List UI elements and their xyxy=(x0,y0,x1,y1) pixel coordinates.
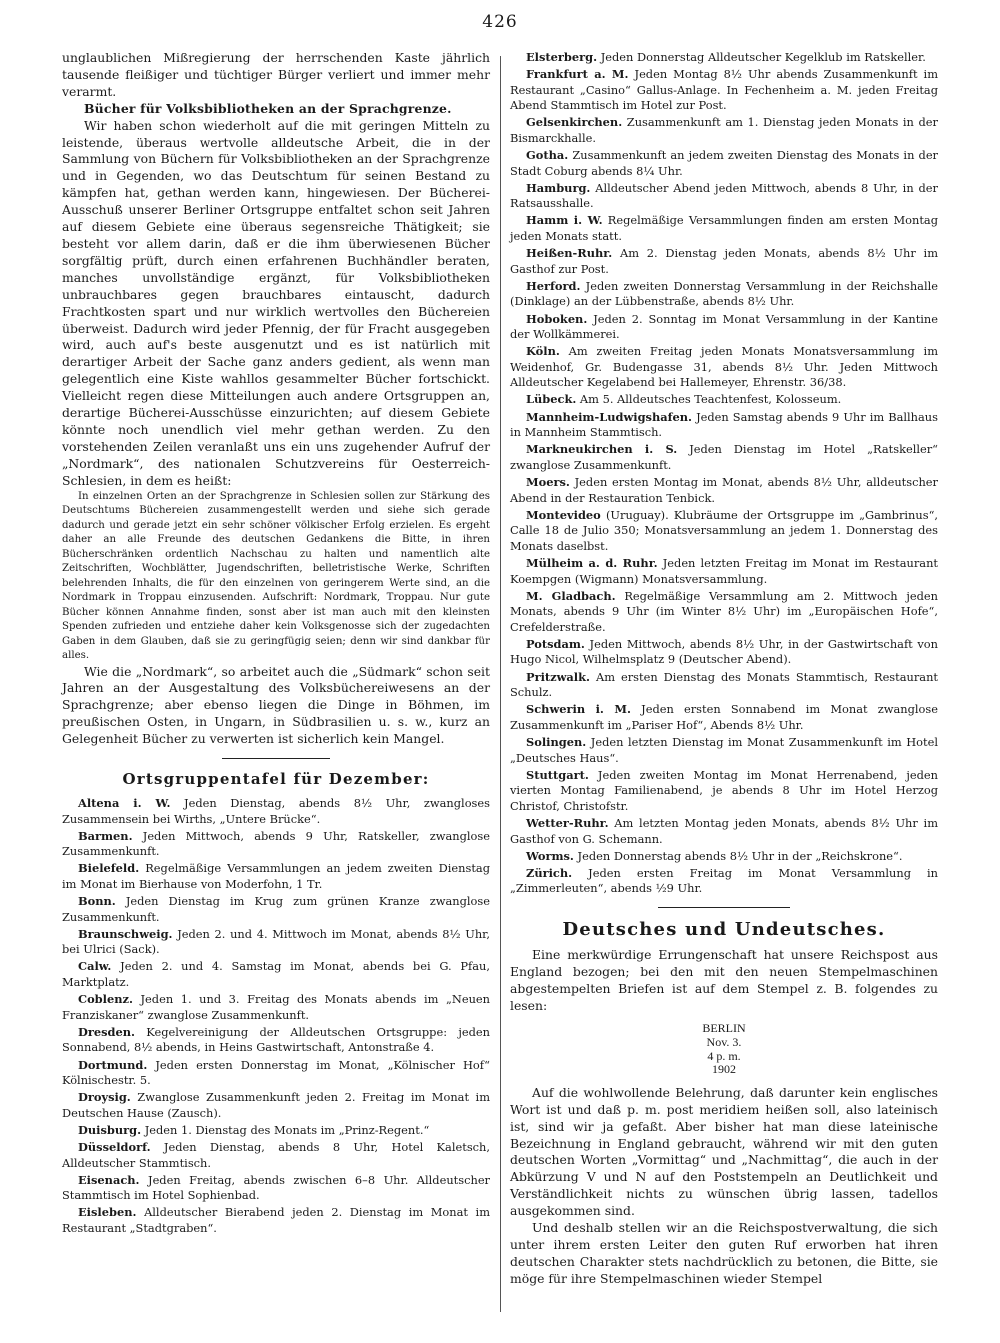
stamp-line: 1902 xyxy=(712,1062,736,1077)
group-entry xyxy=(510,556,938,587)
group-city: Pritzwalk. xyxy=(526,669,590,684)
section-heading-books: Bücher für Volksbibliotheken an der Sprachgrenze. xyxy=(84,100,452,116)
group-city: Dortmund. xyxy=(78,1057,148,1072)
group-details: Jeden Dienstag im Hotel „Ratskeller“ zwanglose Zusammenkunft. xyxy=(510,442,939,472)
group-details: Jeden 1. Dienstag des Monats im „Prinz-Regent.“ xyxy=(144,1122,430,1137)
group-city: Gelsenkirchen. xyxy=(526,115,623,130)
group-details: Jeden 2. und 4. Mittwoch im Monat, abends 8½ Uhr, bei Ulrici (Sack). xyxy=(62,926,490,957)
group-entry xyxy=(62,1058,490,1089)
group-details: Zwanglose Zusammenkunft jeden 2. Freitag im Monat im Deutschen Hause (Zausch). xyxy=(62,1090,490,1120)
group-details: Am 5. Alldeutsches Teachtenfest, Kolosseum. xyxy=(579,392,842,407)
group-entry xyxy=(510,392,938,408)
group-details: Jeden zweiten Montag im Monat Herrenabend, jeden vierten Montag Familienabend, je abends 8 Uhr im Hotel Herzog Christof, Christofstr. xyxy=(510,767,939,813)
group-entry xyxy=(510,115,938,146)
group-entry xyxy=(510,735,938,766)
group-city: Eisleben. xyxy=(78,1205,137,1220)
group-details: Jeden 1. und 3. Freitag des Monats abends im „Neuen Franziskaner“ zwanglose Zusammenkunft. xyxy=(62,992,490,1022)
group-city: Dresden. xyxy=(78,1024,135,1039)
stamp-line: Nov. 3. xyxy=(706,1035,742,1049)
group-city: Altena i. W. xyxy=(78,796,171,810)
section-title-deutsches: Deutsches und Undeutsches. xyxy=(562,918,886,940)
group-city: Stuttgart. xyxy=(526,767,589,782)
stamp-line: BERLIN xyxy=(702,1021,746,1036)
group-entry xyxy=(510,67,938,114)
group-entry xyxy=(62,1140,490,1171)
group-city: Zürich. xyxy=(526,865,573,880)
group-entry xyxy=(62,894,490,925)
group-entry xyxy=(510,246,938,277)
group-entry xyxy=(62,992,490,1023)
group-city: Mannheim-Ludwigshafen. xyxy=(526,409,693,424)
group-details: Regelmäßige Versammlungen an jedem zweiten Dienstag im Monat im Bierhause von Moderfohn, 1 Tr. xyxy=(62,861,490,891)
group-entry xyxy=(510,213,938,244)
group-entry xyxy=(62,1173,490,1204)
intro-paragraph: unglaublichen Mißregierung der herrschenden Kaste jährlich tausende fleißiger und tüchtiger Bürger verliert und immer mehr verarmt. xyxy=(62,50,490,99)
group-details: Regelmäßige Versammlung am 2. Mittwoch jeden Monats, abends 9 Uhr (im Winter 8½ Uhr) im „Europäischen Hofe“, Crefelderstraße. xyxy=(510,588,939,634)
group-entry xyxy=(510,849,938,865)
group-city: Worms. xyxy=(526,848,574,863)
group-details: Jeden ersten Donnerstag im Monat, „Kölnischer Hof“ Kölnischestr. 5. xyxy=(62,1057,490,1088)
group-entry xyxy=(510,866,938,897)
table-title: Ortsgruppentafel für Dezember: xyxy=(122,770,430,789)
article-paragraph: Wir haben schon wiederholt auf die mit geringen Mitteln zu leistende, überaus wertvolle alldeutsche Arbeit, die in der Sammlung von Büchern für Volksbibliotheken an der Sprachgrenze und in Gegenden, wo das Deutschtum für seinen Bestand zu kämpfen hat, gethan werden kann, hingewiesen. Der Bücherei-Ausschuß unserer Berliner Ortsgruppe entfaltet schon seit Jahren auf diesem Gebiete eine überaus segensreiche Thätigkeit; sie besteht vor allem darin, daß er die ihm überwiesenen Bücher sorgfältig prüft, durch einen erfahrenen Buchhändler beraten, manches unvollständige ergänzt, für Volksbibliotheken unbrauchbares gegen brauchbares eintauscht, dadurch Frachtkosten spart und nur wirklich wertvolles den Büchereien überweist. Dadurch wird jeder Pfennig, der für Fracht ausgegeben wird, auch auf's beste ausgenutzt und es ist natürlich mit derartiger Arbeit der Sache ganz anders gedient, als wenn man gelegentlich eine Kiste wahllos gesammelter Bücher fortschickt. Vielleicht regen diese Mitteilungen auch andere Ortsgruppen an, derartige Bücherei-Ausschüsse einzurichten; auf diesem Gebiete könnte noch unendlich viel mehr gethan werden. Zu den vorstehenden Zeilen veranlaßt uns ein uns zugehender Aufruf der „Nordmark“, des nationalen Schutzvereins für Oesterreich-Schlesien, in dem es heißt: xyxy=(62,117,490,488)
group-entry xyxy=(62,796,490,827)
group-details: Alldeutscher Abend jeden Mittwoch, abends 8 Uhr, in der Ratsausshalle. xyxy=(510,180,938,211)
group-details: Jeden Dienstag im Krug zum grünen Kranze zwanglose Zusammenkunft. xyxy=(62,894,490,924)
group-details: Am zweiten Freitag jeden Monats Monatsversammlung im Weidenhof, Gr. Budengasse 31, abends 8½ Uhr. Jeden Mittwoch Alldeutscher Kegelabend bei Hallemeyer, Ehrenstr. 36/38. xyxy=(510,344,938,390)
article-paragraph: Auf die wohlwollende Belehrung, daß darunter kein englisches Wort ist und daß p. m. post meridiem heißen soll, also lateinisch ist, sind wir ja gefaßt. Aber bisher hat man diese lateinische Bezeichnung in England gebraucht, während wir mit den guten deutschen Worten „Vormittag“ und „Nachmittag“, die auch in der Abkürzung V und N auf den Poststempeln an Deutlichkeit und Verständlichkeit nichts zu wünschen übrig lassen, tadellos ausgekommen sind. xyxy=(510,1084,938,1219)
group-city: Düsseldorf. xyxy=(78,1139,151,1154)
group-details: Jeden letzten Dienstag im Monat Zusammenkunft im Hotel „Deutsches Haus“. xyxy=(510,734,939,765)
group-details: Jeden Dienstag, abends 8½ Uhr, zwangloses Zusammensein bei Wirths, „Untere Brücke“. xyxy=(62,796,490,826)
group-details: Jeden Montag 8½ Uhr abends Zusammenkunft im Restaurant „Casino“ Gallus-Anlage. In Fechenheim a. M. jeden Freitag Abend Stammtisch im Hotel zur Post. xyxy=(510,67,938,113)
group-city: Calw. xyxy=(78,959,112,974)
group-entry xyxy=(510,181,938,212)
group-details: Jeden letzten Freitag im Monat im Restaurant Koempgen (Wigmann) Monatsversammlung. xyxy=(510,555,939,586)
column-divider xyxy=(500,56,501,1312)
group-details: Jeden 2. Sonntag im Monat Versammlung in der Kantine der Wollkämmerei. xyxy=(510,311,938,342)
local-group-list xyxy=(510,50,938,897)
group-city: Montevideo xyxy=(526,507,601,522)
section-rule xyxy=(222,758,330,759)
group-city: Eisenach. xyxy=(78,1172,140,1187)
group-city: Lübeck. xyxy=(526,392,577,407)
group-details: Am ersten Dienstag des Monats Stammtisch, Restaurant Schulz. xyxy=(510,669,939,700)
group-city: M. Gladbach. xyxy=(526,588,616,603)
left-column xyxy=(62,50,490,1238)
group-details: Jeden Donnerstag Alldeutscher Kegelklub im Ratskeller. xyxy=(600,50,926,64)
group-city: Heißen-Ruhr. xyxy=(526,246,613,261)
postmark-stamp xyxy=(510,1022,938,1076)
group-entry xyxy=(62,861,490,892)
group-city: Wetter-Ruhr. xyxy=(526,815,609,830)
stamp-line: 4 p. m. xyxy=(707,1048,741,1063)
group-details: Jeden ersten Montag im Monat, abends 8½ Uhr, alldeutscher Abend in der Restauration Tenbick. xyxy=(510,474,938,505)
page-number: 426 xyxy=(482,12,518,32)
group-city: Potsdam. xyxy=(526,636,585,651)
group-city: Hoboken. xyxy=(526,311,588,326)
article-paragraph: Und deshalb stellen wir an die Reichspostverwaltung, die sich unter ihrem ersten Leiter den guten Ruf erworben hat ihren deutschen Charakter stets nachdrücklich zu betonen, die Bitte, sie möge für ihre Stempelmaschinen wieder Stempel xyxy=(510,1220,938,1286)
group-city: Frankfurt a. M. xyxy=(526,67,629,82)
section-rule xyxy=(658,907,790,908)
group-city: Hamburg. xyxy=(526,180,591,195)
group-details: Jeden zweiten Donnerstag Versammlung in der Reichshalle (Dinklage) an der Lübbenstraße, abends 8½ Uhr. xyxy=(510,278,938,309)
group-details: Jeden Samstag abends 9 Uhr im Ballhaus in Mannheim Stammtisch. xyxy=(510,409,938,440)
group-entry xyxy=(510,148,938,179)
article-paragraph: Wie die „Nordmark“, so arbeitet auch die „Südmark“ schon seit Jahren an der Ausgestaltung des Volksbüchereiwesens an der Sprachgrenze; aber ebenso liegen die Dinge in Böhmen, im preußischen Osten, in Ungarn, in Südbrasilien u. s. w., kurz an Gelegenheit Bücher zu verwerten ist sicherlich kein Mangel. xyxy=(62,663,490,747)
group-entry xyxy=(510,589,938,636)
group-city: Barmen. xyxy=(78,828,133,843)
group-details: Zusammenkunft am 1. Dienstag jeden Monats in der Bismarckhalle. xyxy=(510,115,938,145)
group-details: Jeden Donnerstag abends 8½ Uhr in der „Reichskrone“. xyxy=(577,848,903,863)
group-details: Jeden Mittwoch, abends 8½ Uhr, in der Gastwirtschaft von Hugo Nicol, Wilhelmsplatz 9 (Deutscher Abend). xyxy=(510,636,938,667)
group-details: Jeden 2. und 4. Samstag im Monat, abends bei G. Pfau, Marktplatz. xyxy=(62,959,491,990)
group-city: Solingen. xyxy=(526,734,587,749)
group-details: Jeden Freitag, abends zwischen 6–8 Uhr. Alldeutscher Stammtisch im Hotel Sophienbad. xyxy=(62,1172,491,1203)
group-city: Hamm i. W. xyxy=(526,213,603,228)
group-details: Am 2. Dienstag jeden Monats, abends 8½ Uhr im Gasthof zur Post. xyxy=(510,246,938,276)
group-details: Jeden ersten Freitag im Monat Versammlung in „Zimmerleuten“, abends ½9 Uhr. xyxy=(510,865,938,896)
group-city: Markneukirchen i. S. xyxy=(526,442,678,457)
group-entry xyxy=(510,442,938,473)
group-entry xyxy=(62,829,490,860)
group-entry xyxy=(62,1025,490,1056)
group-entry xyxy=(510,279,938,310)
group-details: Jeden Mittwoch, abends 9 Uhr, Ratskeller, zwanglose Zusammenkunft. xyxy=(62,828,491,859)
group-details: Zusammenkunft an jedem zweiten Dienstag des Monats in der Stadt Coburg abends 8¼ Uhr. xyxy=(510,148,939,178)
group-details: Alldeutscher Bierabend jeden 2. Dienstag im Monat im Restaurant „Stadtgraben“. xyxy=(62,1205,490,1235)
group-details: Kegelvereinigung der Alldeutschen Ortsgruppe: jeden Sonnabend, 8½ abends, in Heins Gastwirtschaft, Antonstraße 4. xyxy=(62,1024,490,1055)
article-paragraph: Eine merkwürdige Errungenschaft hat unsere Reichspost aus England bezogen; bei den mit den neuen Stempelmaschinen abgestempelten Briefen ist auf dem Stempel z. B. folgendes zu lesen: xyxy=(510,946,938,1013)
group-entry xyxy=(62,1205,490,1236)
group-entry xyxy=(62,927,490,958)
group-entry xyxy=(510,410,938,441)
group-entry xyxy=(510,670,938,701)
group-city: Mülheim a. d. Ruhr. xyxy=(526,555,658,570)
group-city: Duisburg. xyxy=(78,1122,142,1137)
quoted-appeal xyxy=(62,490,490,664)
group-details: Am letzten Montag jeden Monats, abends 8½ Uhr im Gasthof von G. Schemann. xyxy=(510,815,938,846)
group-entry xyxy=(62,1123,490,1139)
group-details: (Uruguay). Klubräume der Ortsgruppe im „Gambrinus“, Calle 18 de Julio 350; Monatsversammlung an jedem 1. Donnerstag des Monats daselbst. xyxy=(510,507,939,553)
group-city: Coblenz. xyxy=(78,992,133,1007)
group-entry xyxy=(62,959,490,990)
group-entry xyxy=(62,1090,490,1121)
group-entry xyxy=(510,702,938,733)
group-entry xyxy=(510,508,938,555)
group-details: Regelmäßige Versammlungen finden am ersten Montag jeden Monats statt. xyxy=(510,213,938,244)
group-city: Herford. xyxy=(526,278,581,293)
group-city: Köln. xyxy=(526,344,560,359)
group-entry xyxy=(510,816,938,847)
group-entry xyxy=(510,475,938,506)
group-city: Moers. xyxy=(526,474,570,489)
group-entry xyxy=(510,637,938,668)
group-details: Jeden ersten Sonnabend im Monat zwanglose Zusammenkunft im „Pariser Hof“, Abends 8½ Uhr. xyxy=(510,702,938,732)
group-city: Droysig. xyxy=(78,1090,131,1105)
group-city: Gotha. xyxy=(526,148,569,163)
quote-text: In einzelnen Orten an der Sprachgrenze in Schlesien sollen zur Stärkung des Deutschtums Büchereien zusammengestellt werden und siehe sich gerade dadurch und gerade jetzt ein sehr schöner völkischer Erfolg erzielen. Es ergeht daher an alle Freunde des deutschen Gedankens die Bitte, in ihren Bücherschränken ordentlich Nachschau zu halten und namentlich alte Zeitschriften, Wochblätter, Jugendschriften, belletristische Werke, Schriften belehrenden Inhalts, die für den einzelnen von geringerem Werte sind, an die Nordmark in Troppau einzusenden. Aufschrift: Nordmark, Troppau. Nur gute Bücher können Annahme finden, sonst aber ist man auch mit den kleinsten Spenden zufrieden und entziehe daher kein Volksgenosse sich der zugedachten Gaben in dem Glauben, daß sie zu geringfügig seien; denn wir sind dankbar für alles. xyxy=(62,490,490,662)
group-city: Braunschweig. xyxy=(78,926,173,941)
group-details: Jeden Dienstag, abends 8 Uhr, Hotel Kaletsch, Alldeutscher Stammtisch. xyxy=(62,1139,490,1170)
group-entry xyxy=(510,344,938,391)
local-group-list xyxy=(62,796,490,1237)
group-city: Elsterberg. xyxy=(526,50,598,64)
group-city: Schwerin i. M. xyxy=(526,702,631,717)
group-entry xyxy=(510,50,938,66)
group-city: Bielefeld. xyxy=(78,861,140,876)
group-entry xyxy=(510,768,938,815)
group-entry xyxy=(510,312,938,343)
group-city: Bonn. xyxy=(78,894,116,909)
right-column xyxy=(510,50,938,1288)
